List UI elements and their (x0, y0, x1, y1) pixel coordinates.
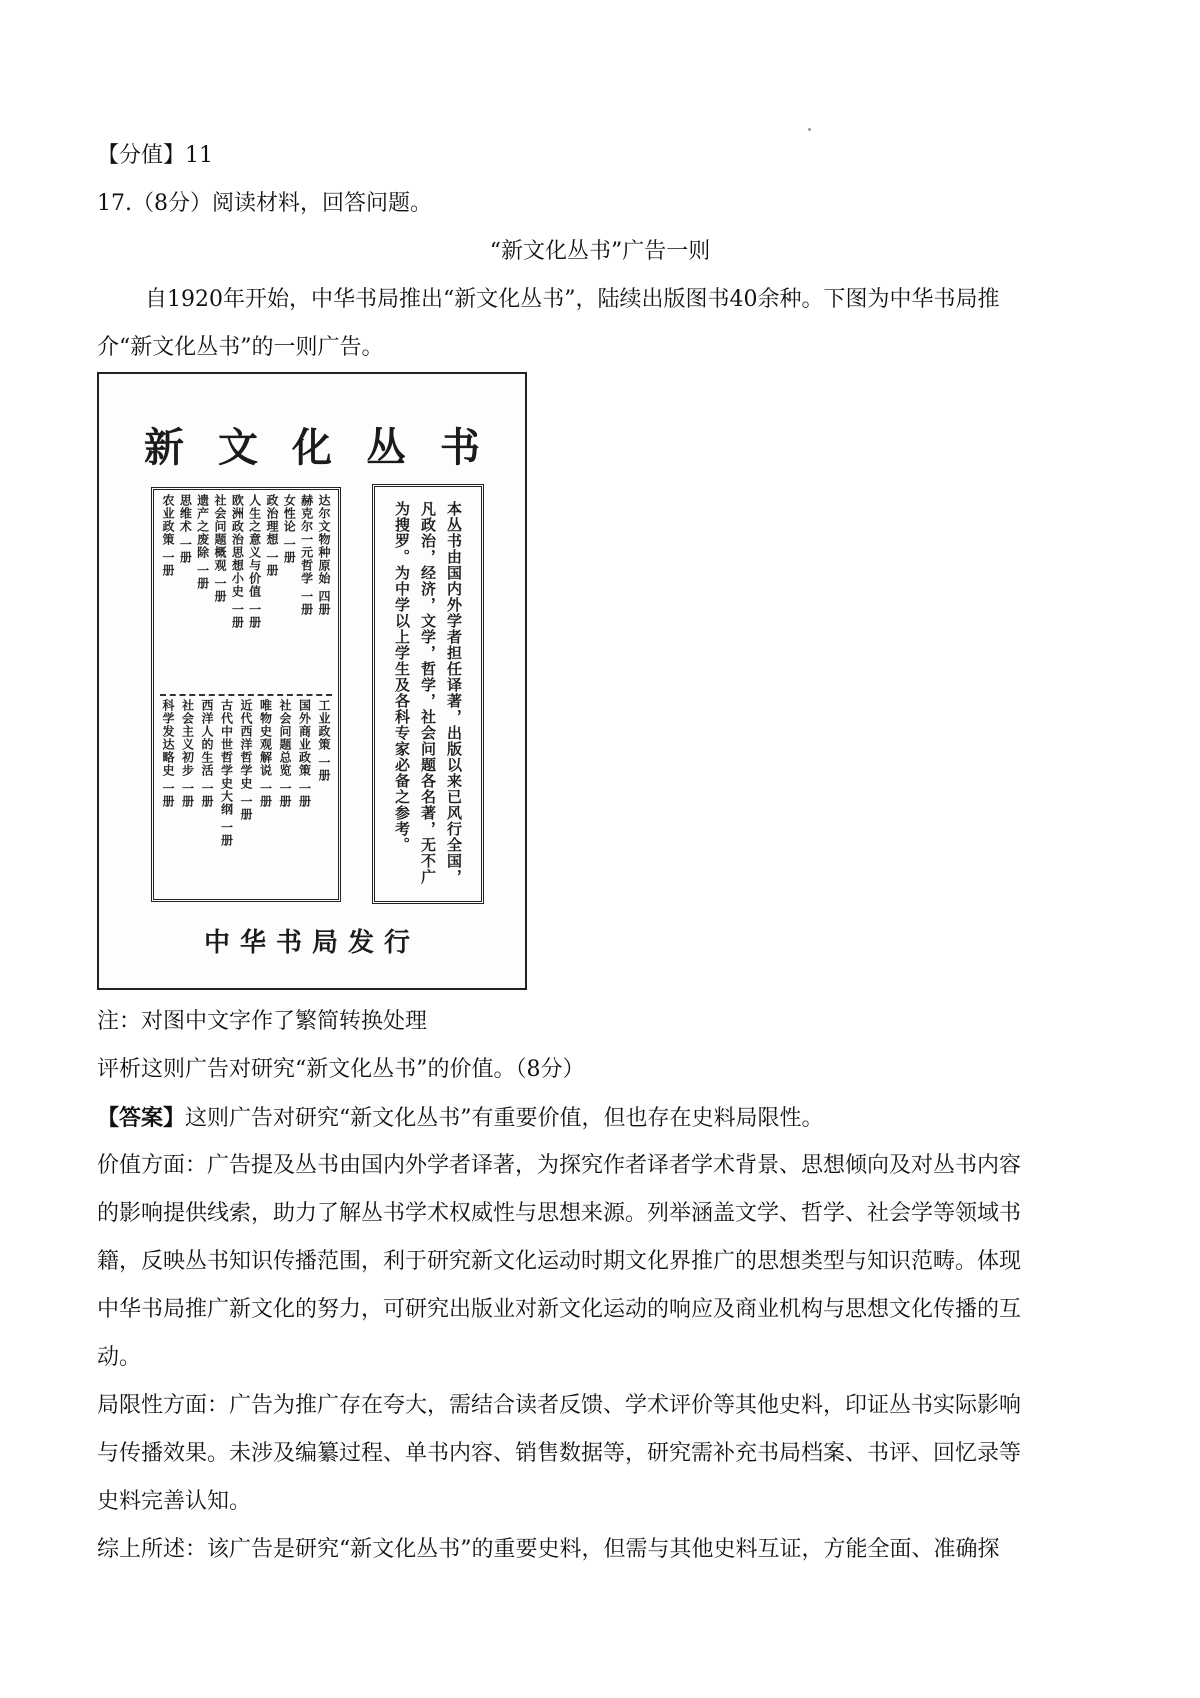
score-label: 【分值】11 (97, 143, 213, 168)
book-entry: 农业政策 一册 (161, 494, 175, 578)
value-line: 价值方面：广告提及丛书由国内外学者译著，为探究作者译者学术背景、思想倾向及对丛书内容 (97, 1153, 1022, 1178)
book-entry: 唯物史观解说 一册 (258, 698, 273, 808)
task: 评析这则广告对研究“新文化丛书”的价值。（8分） (97, 1057, 585, 1082)
answer-intro-text: 这则广告对研究“新文化丛书”有重要价值，但也存在史料局限性。 (185, 1106, 824, 1131)
value-line: 籍，反映丛书知识传播范围，利于研究新文化运动时期文化界推广的思想类型与知识范畴。体现 (97, 1249, 1022, 1274)
book-entry: 古代中世哲学史大纲 一册 (219, 698, 234, 847)
book-entry: 社会问题总览 一册 (278, 698, 292, 808)
book-entry: 赫克尔一元哲学 一册 (299, 494, 314, 617)
intro-line-1: 自1920年开始，中华书局推出“新文化丛书”，陆续出版图书40余种。下图为中华书局推 (145, 287, 1000, 312)
book-entry: 工业政策 一册 (317, 698, 331, 782)
book-entry: 女性论 一册 (282, 494, 297, 565)
value-line: 中华书局推广新文化的努力，可研究出版业对新文化运动的响应及商业机构与思想文化传播的互 (97, 1297, 1022, 1322)
material-title: “新文化丛书”广告一则 (489, 239, 711, 264)
ad-description-line: 为搜罗。为中学以上学生及各科专家必备之参考。 (393, 501, 411, 853)
ad-description-line: 本丛书由国内外学者担任译著，出版以来已风行全国， (445, 501, 463, 885)
ad-description-line: 凡政治，经济，文学，哲学，社会问题各名著，无不广 (419, 501, 437, 885)
book-entry: 社会主义初步 一册 (180, 698, 195, 808)
book-entry: 欧洲政治思想小史 一册 (230, 494, 245, 630)
limit-line: 史料完善认知。 (97, 1489, 252, 1514)
advertisement-image (97, 372, 527, 990)
ad-book-list-lower (160, 699, 332, 896)
question-heading: 17.（8分）阅读材料，回答问题。 (97, 191, 432, 216)
ad-title: 新文化丛书 (144, 424, 514, 471)
limit-line: 局限性方面：广告为推广存在夸大，需结合读者反馈、学术评价等其他史料，印证丛书实际影响 (97, 1393, 1022, 1418)
answer-label: 【答案】 (97, 1105, 186, 1131)
book-entry: 国外商业政策 一册 (297, 698, 312, 808)
scan-speck (808, 128, 811, 131)
ad-divider (160, 694, 332, 696)
book-entry: 政治理想 一册 (264, 494, 279, 578)
book-entry: 达尔文物种原始 四册 (316, 494, 331, 617)
value-line: 的影响提供线索，助力了解丛书学术权威性与思想来源。列举涵盖文学、哲学、社会学等领域书 (97, 1201, 1022, 1226)
book-entry: 人生之意义与价值 一册 (247, 494, 262, 630)
book-entry: 遗产之废除 一册 (195, 494, 210, 591)
answer-intro (97, 1103, 1107, 1134)
book-entry: 社会问题概观 一册 (212, 494, 227, 604)
ad-description (372, 484, 484, 904)
book-entry: 科学发达略史 一册 (161, 698, 175, 808)
intro-line-2: 介“新文化丛书”的一则广告。 (97, 335, 384, 360)
summary-line: 综上所述：该广告是研究“新文化丛书”的重要史料，但需与其他史料互证，方能全面、准确探 (97, 1537, 1000, 1562)
ad-book-list (151, 487, 341, 902)
book-entry: 近代西洋哲学史 一册 (239, 698, 253, 821)
limit-line: 与传播效果。未涉及编纂过程、单书内容、销售数据等，研究需补充书局档案、书评、回忆录等 (97, 1441, 1022, 1466)
book-entry: 思维术 一册 (178, 494, 193, 565)
book-entry: 西洋人的生活 一册 (200, 698, 214, 808)
ad-publisher: 中华书局发行 (203, 928, 420, 958)
ad-book-list-upper (160, 494, 332, 691)
value-line: 动。 (97, 1345, 142, 1370)
note: 注：对图中文字作了繁简转换处理 (97, 1009, 428, 1034)
